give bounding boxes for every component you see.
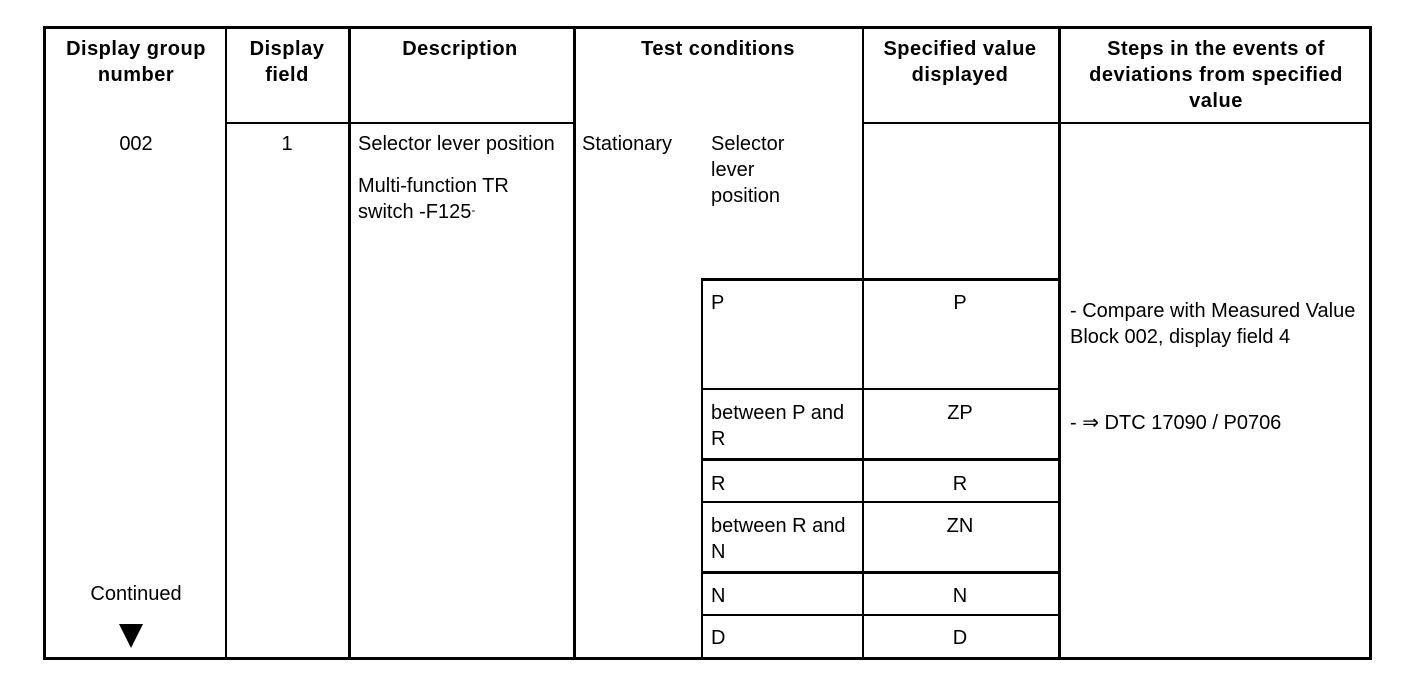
divider: [862, 122, 1372, 124]
position-value: ZP: [947, 402, 973, 424]
position-name: R: [711, 473, 726, 495]
header-group-number: Display group number: [66, 38, 206, 86]
header-steps: Steps in the events of deviations from specified value: [1089, 38, 1343, 112]
divider: [701, 571, 1058, 574]
position-value: R: [952, 473, 968, 495]
description-cell: [358, 131, 563, 225]
divider: [701, 278, 1058, 281]
description-text: Multi-function TR switch -F125: [358, 175, 509, 223]
description-line: Selector lever position: [358, 133, 555, 155]
steps-compare: - Compare with Measured Value Block 002, display field 4: [1070, 300, 1356, 348]
divider: [701, 278, 703, 660]
measured-value-table: [43, 26, 1372, 660]
test-condition-stationary: Stationary: [582, 133, 673, 155]
divider: [701, 501, 1058, 503]
selector-lever-label: Selector lever position: [711, 133, 785, 207]
position-name: between P and R: [711, 402, 845, 450]
divider: [701, 458, 1058, 461]
header-specified-value: Specified value displayed: [883, 38, 1037, 86]
position-name: D: [711, 627, 726, 649]
header-display-field: Display field: [249, 38, 325, 86]
position-name: P: [711, 292, 725, 314]
description-line: [358, 173, 563, 225]
header-description: Description: [402, 38, 518, 60]
position-name: between R and N: [711, 515, 846, 563]
position-value: D: [952, 627, 968, 649]
continued-arrow-icon: [119, 624, 143, 648]
header-test-conditions: Test conditions: [641, 38, 795, 60]
steps-dtc: - ⇒ DTC 17090 / P0706: [1070, 412, 1282, 434]
position-value: ZN: [946, 515, 974, 537]
position-name: N: [711, 585, 726, 607]
divider: [701, 614, 1058, 616]
group-number-value: 002: [119, 133, 153, 155]
position-value: P: [953, 292, 967, 314]
continued-label: Continued: [90, 583, 182, 605]
position-value: N: [952, 585, 968, 607]
display-field-value: 1: [281, 133, 293, 155]
divider: [701, 388, 1058, 390]
description-sup: -: [471, 203, 476, 217]
divider: [225, 122, 574, 124]
